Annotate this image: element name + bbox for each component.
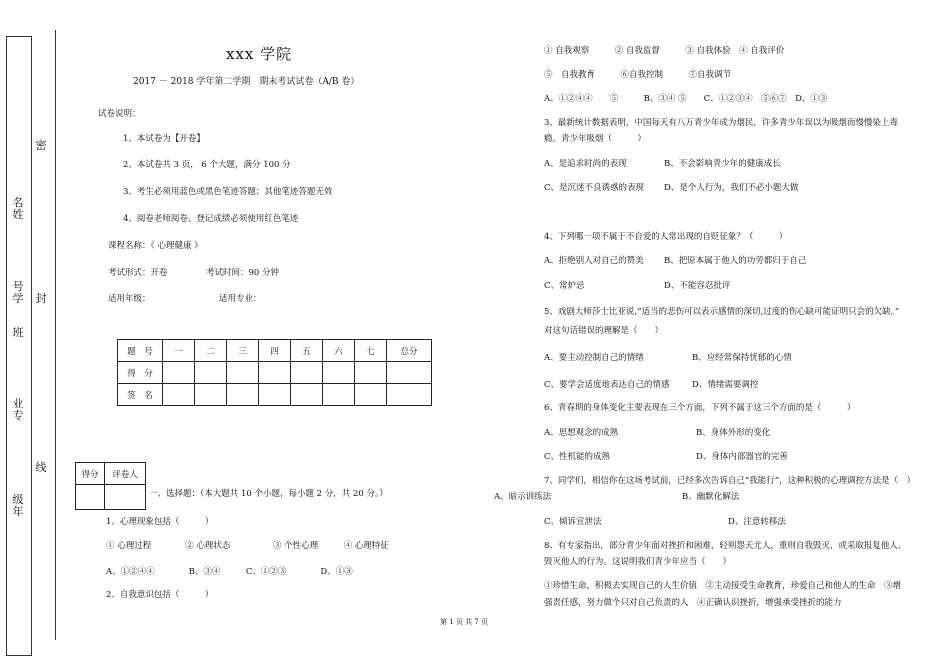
binding-line bbox=[55, 30, 56, 640]
grader-person-cell[interactable] bbox=[105, 485, 146, 510]
page-footer: 第 1 页 共 7 页 bbox=[440, 618, 489, 626]
q4-option-a: A、拒绝别人对自己的赞美 bbox=[544, 256, 644, 266]
score-cell[interactable] bbox=[163, 362, 195, 384]
sign-cell[interactable] bbox=[163, 384, 195, 406]
q3-option-b: B、不会影响青少年的健康成长 bbox=[664, 159, 781, 169]
term-title: 2017 － 2018 学年第二学期 期末考试试卷（A/B 卷） bbox=[133, 77, 360, 87]
col-header: 二 bbox=[195, 340, 227, 362]
table-row bbox=[118, 362, 432, 384]
q3-option-c: C、是沉迷不良诱惑的表现 bbox=[544, 183, 645, 193]
row-label: 题 号 bbox=[118, 340, 163, 362]
sign-cell[interactable] bbox=[387, 384, 432, 406]
question-1-choices: A、①②④④ B、③④ C、①②③ D、①③ bbox=[106, 567, 353, 577]
course-name: 课程名称：《 心理健康 》 bbox=[108, 241, 203, 251]
q6-option-c: C、性机能的成熟 bbox=[544, 452, 611, 462]
table-row bbox=[76, 463, 146, 485]
sign-cell[interactable] bbox=[323, 384, 355, 406]
exam-time: 考试时间：90 分钟 bbox=[206, 268, 280, 278]
q3-option-a: A、是追求时尚的表现 bbox=[544, 159, 627, 169]
grader-score-label: 得分 bbox=[76, 463, 105, 485]
question-2: 2、自我意识包括（ ） bbox=[106, 590, 214, 600]
instruction-4: 4、阅卷老师阅卷、登记成绩必须使用红色笔迹 bbox=[123, 214, 299, 224]
question-4: 4、下列哪一项不属于不自爱的人常出现的自贬征象？（ ） bbox=[544, 232, 788, 242]
question-8-line2: 毁灭他人的行为。这说明我们青少年应当（ ） bbox=[544, 557, 732, 567]
col-header: 总分 bbox=[387, 340, 432, 362]
q7-option-d: D、注意转移法 bbox=[728, 517, 786, 527]
q4-option-d: D、不能容忍批评 bbox=[664, 281, 731, 291]
name-label-2: 姓 bbox=[12, 208, 24, 221]
q2-options-1: ① 自我观察 ② 自我监督 ③ 自我体验 ④ 自我评价 bbox=[544, 46, 785, 56]
q6-option-b: B、身体外形的变化 bbox=[696, 428, 771, 438]
sign-cell[interactable] bbox=[195, 384, 227, 406]
score-cell[interactable] bbox=[195, 362, 227, 384]
school-title: xxx 学院 bbox=[226, 45, 293, 63]
question-8-line4: 强责任感，努力做个只对自己负责的人 ④正确认识挫折，增强承受挫折的能力 bbox=[544, 598, 842, 608]
exam-form: 考试形式：开卷 bbox=[108, 268, 168, 278]
q5-option-a: A、要主动控制自己的情绪 bbox=[544, 353, 644, 363]
instruction-3: 3、考生必须用蓝色或黑色笔迹答题；其他笔迹答题无效 bbox=[123, 187, 333, 197]
col-header: 三 bbox=[227, 340, 259, 362]
col-header: 六 bbox=[323, 340, 355, 362]
q6-option-d: D、身体内部器官的完善 bbox=[696, 452, 788, 462]
row-label: 得 分 bbox=[118, 362, 163, 384]
col-header: 四 bbox=[259, 340, 291, 362]
grade-label-2: 年 bbox=[12, 505, 24, 518]
id-label-1: 号 bbox=[12, 280, 24, 293]
question-3-line1: 3、最新统计数据表明，中国每天有八万青少年成为烟民，许多青少年误以为吸烟而慢慢染上毒 bbox=[544, 118, 898, 128]
id-label-2: 学 bbox=[12, 292, 24, 305]
q2-options-2: ⑤ 自我教育 ⑥自我控制 ⑦自我调节 bbox=[544, 70, 732, 80]
q7-option-a: A、暗示训练法 bbox=[494, 492, 552, 502]
section1-title: 一、选择题：（本大题共 10 个小题，每小题 2 分，共 20 分。） bbox=[149, 489, 388, 499]
row-label: 签 名 bbox=[118, 384, 163, 406]
sign-cell[interactable] bbox=[259, 384, 291, 406]
class-label: 班 bbox=[12, 326, 24, 339]
question-3-line2: 瘾。青少年吸烟（ ） bbox=[544, 134, 647, 144]
question-5-line2: 对这句话错误的理解是（ ） bbox=[544, 326, 664, 336]
q6-option-a: A、思想观念的成熟 bbox=[544, 428, 619, 438]
major-label-2: 专 bbox=[12, 409, 24, 422]
instruction-1: 1、本试卷为【开卷】 bbox=[123, 134, 205, 144]
col-header: 五 bbox=[291, 340, 323, 362]
q7-option-c: C、倾诉宣泄法 bbox=[544, 517, 602, 527]
q4-option-b: B、把原本属于他人的功劳都归于自己 bbox=[664, 256, 807, 266]
table-row bbox=[76, 485, 146, 510]
question-7: 7、同学们，相信你在这场考试前，已经多次告诉自己“我能行”，这种积极的心理调控方法是（ ） bbox=[544, 476, 916, 486]
seal-mi: 密 bbox=[35, 139, 47, 152]
q4-option-c: C、常炉忌 bbox=[544, 281, 585, 291]
q7-option-b: B、幽默化解法 bbox=[682, 492, 740, 502]
grader-score-cell[interactable] bbox=[76, 485, 105, 510]
q2-choices: A、①②④④ ⑤ B、③④ ⑤ C、①②③④ ⑤⑥⑦ D、①③ bbox=[544, 94, 828, 104]
question-5-line1: 5、戏剧大师莎士比亚说,“适当的悲伤可以表示感情的深切,过度的伤心缺可能证明只会的欠缺。” bbox=[544, 307, 900, 317]
applicable-major: 适用专业： bbox=[219, 294, 262, 304]
applicable-grade: 适用年级： bbox=[108, 294, 151, 304]
question-8-line1: 8、有专家指出，部分青少年面对挫折和困难，轻则怨天尤人，重则自我毁灭，或采取报复他人、 bbox=[544, 541, 907, 551]
name-label-1: 名 bbox=[12, 196, 24, 209]
seal-xian: 线 bbox=[35, 461, 47, 474]
q3-option-d: D、是个人行为，我们不必小题大做 bbox=[664, 183, 799, 193]
major-label-1: 业 bbox=[12, 397, 24, 410]
score-cell[interactable] bbox=[291, 362, 323, 384]
col-header: 一 bbox=[163, 340, 195, 362]
q5-option-b: B、应经常保持忧郁的心情 bbox=[692, 353, 792, 363]
instructions-heading: 试卷说明： bbox=[98, 109, 141, 119]
score-cell[interactable] bbox=[323, 362, 355, 384]
instruction-2: 2、本试卷共 3 页， 6 个大题，满分 100 分 bbox=[123, 160, 291, 170]
score-table bbox=[117, 339, 432, 406]
score-cell[interactable] bbox=[259, 362, 291, 384]
score-cell[interactable] bbox=[387, 362, 432, 384]
table-row bbox=[118, 340, 432, 362]
table-row bbox=[118, 384, 432, 406]
seal-feng: 封 bbox=[35, 292, 47, 305]
grader-box bbox=[75, 462, 146, 510]
score-cell[interactable] bbox=[227, 362, 259, 384]
grade-label-1: 级 bbox=[12, 493, 24, 506]
grader-person-label: 评卷人 bbox=[105, 463, 146, 485]
sign-cell[interactable] bbox=[227, 384, 259, 406]
binding-margin bbox=[6, 36, 32, 656]
question-6: 6、青春期的身体变化主要表现在三个方面，下列不属于这三个方面的是（ ） bbox=[544, 403, 856, 413]
sign-cell[interactable] bbox=[355, 384, 387, 406]
q5-option-c: C、要学会适度地表达自己的情感 bbox=[544, 380, 670, 390]
col-header: 七 bbox=[355, 340, 387, 362]
score-cell[interactable] bbox=[355, 362, 387, 384]
question-1: 1、心理现象包括（ ） bbox=[106, 517, 214, 527]
sign-cell[interactable] bbox=[291, 384, 323, 406]
q5-option-d: D、情绪需要调控 bbox=[692, 380, 759, 390]
question-8-line3: ①珍惜生命，积极去实现自己的人生价值 ②主动接受生命教育，珍爱自己和他人的生命 ③增 bbox=[544, 581, 902, 591]
question-1-options: ① 心理过程 ② 心理状态 ③ 个性心理 ④ 心理特征 bbox=[106, 541, 389, 551]
